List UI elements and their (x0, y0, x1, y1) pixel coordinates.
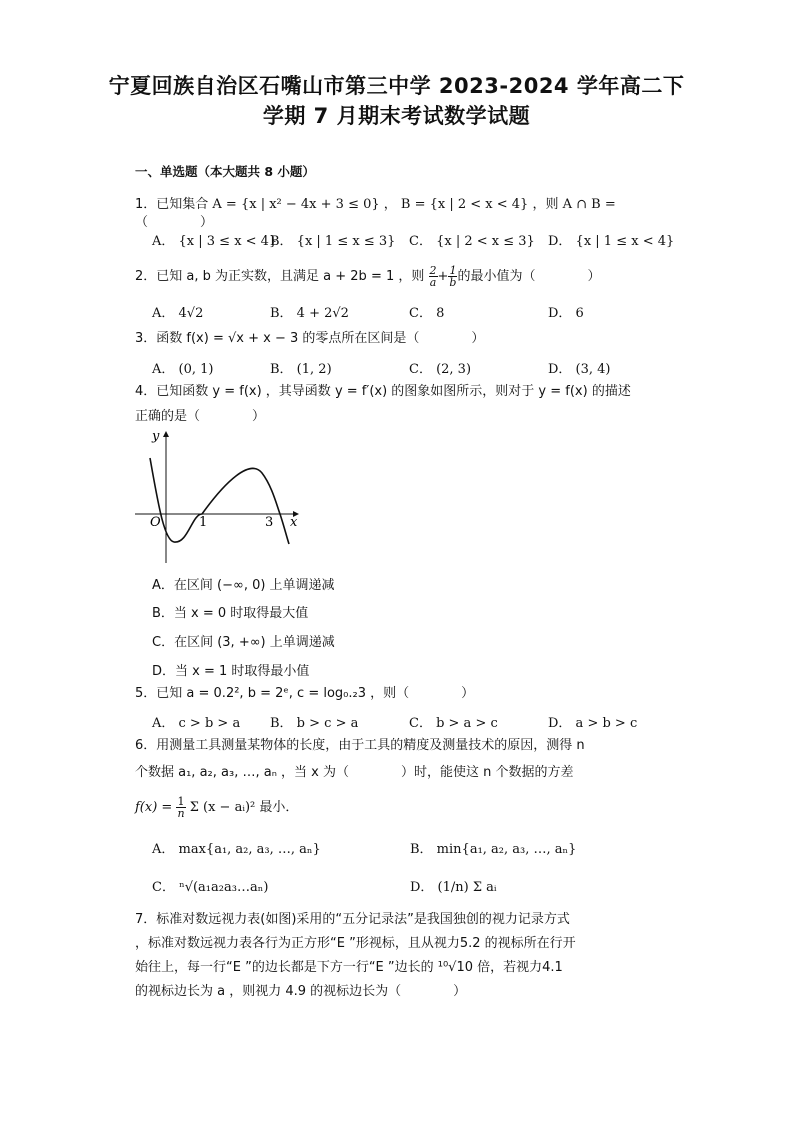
question-text: 已知函数 y = f(x) ，其导函数 y = f′(x) 的图象如图所示，则对于 y = f(x) 的描述 (156, 384, 631, 399)
question-4-line-2: 正确的是（ ） (135, 409, 266, 424)
option-d: D． a > b > c (548, 716, 638, 731)
option-c: C． ⁿ√(a₁a₂a₃…aₙ) (152, 880, 269, 895)
question-text-tail: 的最小值为（ ） (457, 269, 601, 284)
title-line-2: 学期 7 月期末考试数学试题 (262, 104, 531, 128)
tick-label-1: 1 (199, 515, 208, 530)
question-text: 已知 a, b 为正实数，且满足 a + 2b = 1 ，则 (156, 269, 425, 284)
option-b: B． 4 + 2√2 (270, 306, 349, 321)
option-d: D．当 x = 1 时取得最小值 (152, 664, 310, 679)
question-number: 3． (135, 331, 157, 346)
tick-label-3: 3 (265, 515, 274, 530)
options-row (152, 230, 675, 250)
question-text: 已知集合 A = {x | x² − 4x + 3 ≤ 0} ， B = {x | 2 < x < 4} ，则 A ∩ B = （ ） (135, 197, 616, 230)
plus-sign: + (437, 269, 449, 284)
question-7 (135, 911, 675, 929)
option-a: A． 4√2 (152, 306, 204, 321)
question-text: 函数 f(x) = √x + x − 3 的零点所在区间是（ ） (156, 331, 485, 346)
question-7-line-2: ，标准对数远视力表各行为正方形“E ”形视标，且从视力5.2 的视标所在行开 (135, 936, 576, 951)
derivative-curve (150, 458, 289, 544)
option-d: D． (3, 4) (548, 362, 611, 377)
origin-label: O (150, 515, 161, 530)
option-c: C． 8 (409, 306, 445, 321)
question-6-line-2: 个数据 a₁, a₂, a₃, …, aₙ ，当 x 为（ ）时，能使这 n 个数据的方差 (135, 765, 574, 780)
question-1 (135, 196, 675, 232)
question-text: 已知 a = 0.2², b = 2ᵉ, c = log₀.₂3 ，则（ ） (156, 686, 475, 701)
option-d: D． (1/n) Σ aᵢ (410, 880, 497, 895)
question-number: 6． (135, 738, 157, 753)
question-2 (135, 265, 675, 288)
y-axis-label: y (152, 429, 160, 444)
question-text: 用测量工具测量某物体的长度，由于工具的精度及测量技术的原因，测得 n (156, 738, 585, 753)
option-d: D． 6 (548, 306, 584, 321)
title-line-1: 宁夏回族自治区石嘴山市第三中学 2023-2024 学年高二下 (108, 74, 685, 98)
question-6 (135, 737, 675, 755)
option-b: B． b > c > a (270, 716, 359, 731)
derivative-graph (130, 428, 305, 568)
options-row (152, 302, 672, 322)
option-c: C． {x | 2 < x ≤ 3} (409, 234, 535, 249)
section-heading: 一、单选题（本大题共 8 小题） (135, 164, 315, 179)
option-b: B． (1, 2) (270, 362, 332, 377)
question-number: 1． (135, 197, 157, 212)
fraction: $\frac{2}{a}$ (429, 264, 437, 289)
option-b: B． min{a₁, a₂, a₃, …, aₙ} (410, 842, 577, 857)
option-a: A． {x | 3 ≤ x < 4} (152, 234, 278, 249)
options-row (152, 358, 672, 378)
option-a: A． (0, 1) (152, 362, 214, 377)
question-4 (135, 383, 675, 401)
option-b: B． {x | 1 ≤ x ≤ 3} (270, 234, 396, 249)
formula-tail: 最小． (259, 800, 299, 815)
option-a: A． max{a₁, a₂, a₃, …, aₙ} (152, 842, 321, 857)
question-text: 标准对数远视力表(如图)采用的“五分记录法”是我国独创的视力记录方式 (156, 912, 570, 927)
variance-formula (135, 796, 298, 819)
question-7-line-4: 的视标边长为 a ，则视力 4.9 的视标边长为（ ） (135, 984, 467, 999)
x-axis-label: x (290, 515, 298, 530)
option-a: A． c > b > a (152, 716, 241, 731)
option-b: B．当 x = 0 时取得最大值 (152, 606, 309, 621)
question-number: 7． (135, 912, 157, 927)
formula-sum: Σ (x − aᵢ)² (189, 800, 256, 815)
option-c: C．在区间 (3, +∞) 上单调递减 (152, 635, 335, 650)
question-5 (135, 685, 675, 703)
question-number: 2． (135, 269, 157, 284)
question-7-line-3: 始往上，每一行“E ”的边长都是下方一行“E ”边长的 ¹⁰√10 倍，若视力4.1 (135, 960, 563, 975)
formula-lhs: f(x) = (135, 800, 173, 815)
options-row (152, 712, 672, 732)
fraction: $\frac{1}{n}$ (177, 795, 185, 820)
option-d: D． {x | 1 ≤ x < 4} (548, 234, 675, 249)
option-c: C． b > a > c (409, 716, 498, 731)
option-c: C． (2, 3) (409, 362, 472, 377)
option-a: A．在区间 (−∞, 0) 上单调递减 (152, 578, 335, 593)
question-3 (135, 330, 675, 348)
question-number: 4． (135, 384, 157, 399)
fraction: $\frac{1}{b}$ (449, 264, 457, 289)
question-number: 5． (135, 686, 157, 701)
